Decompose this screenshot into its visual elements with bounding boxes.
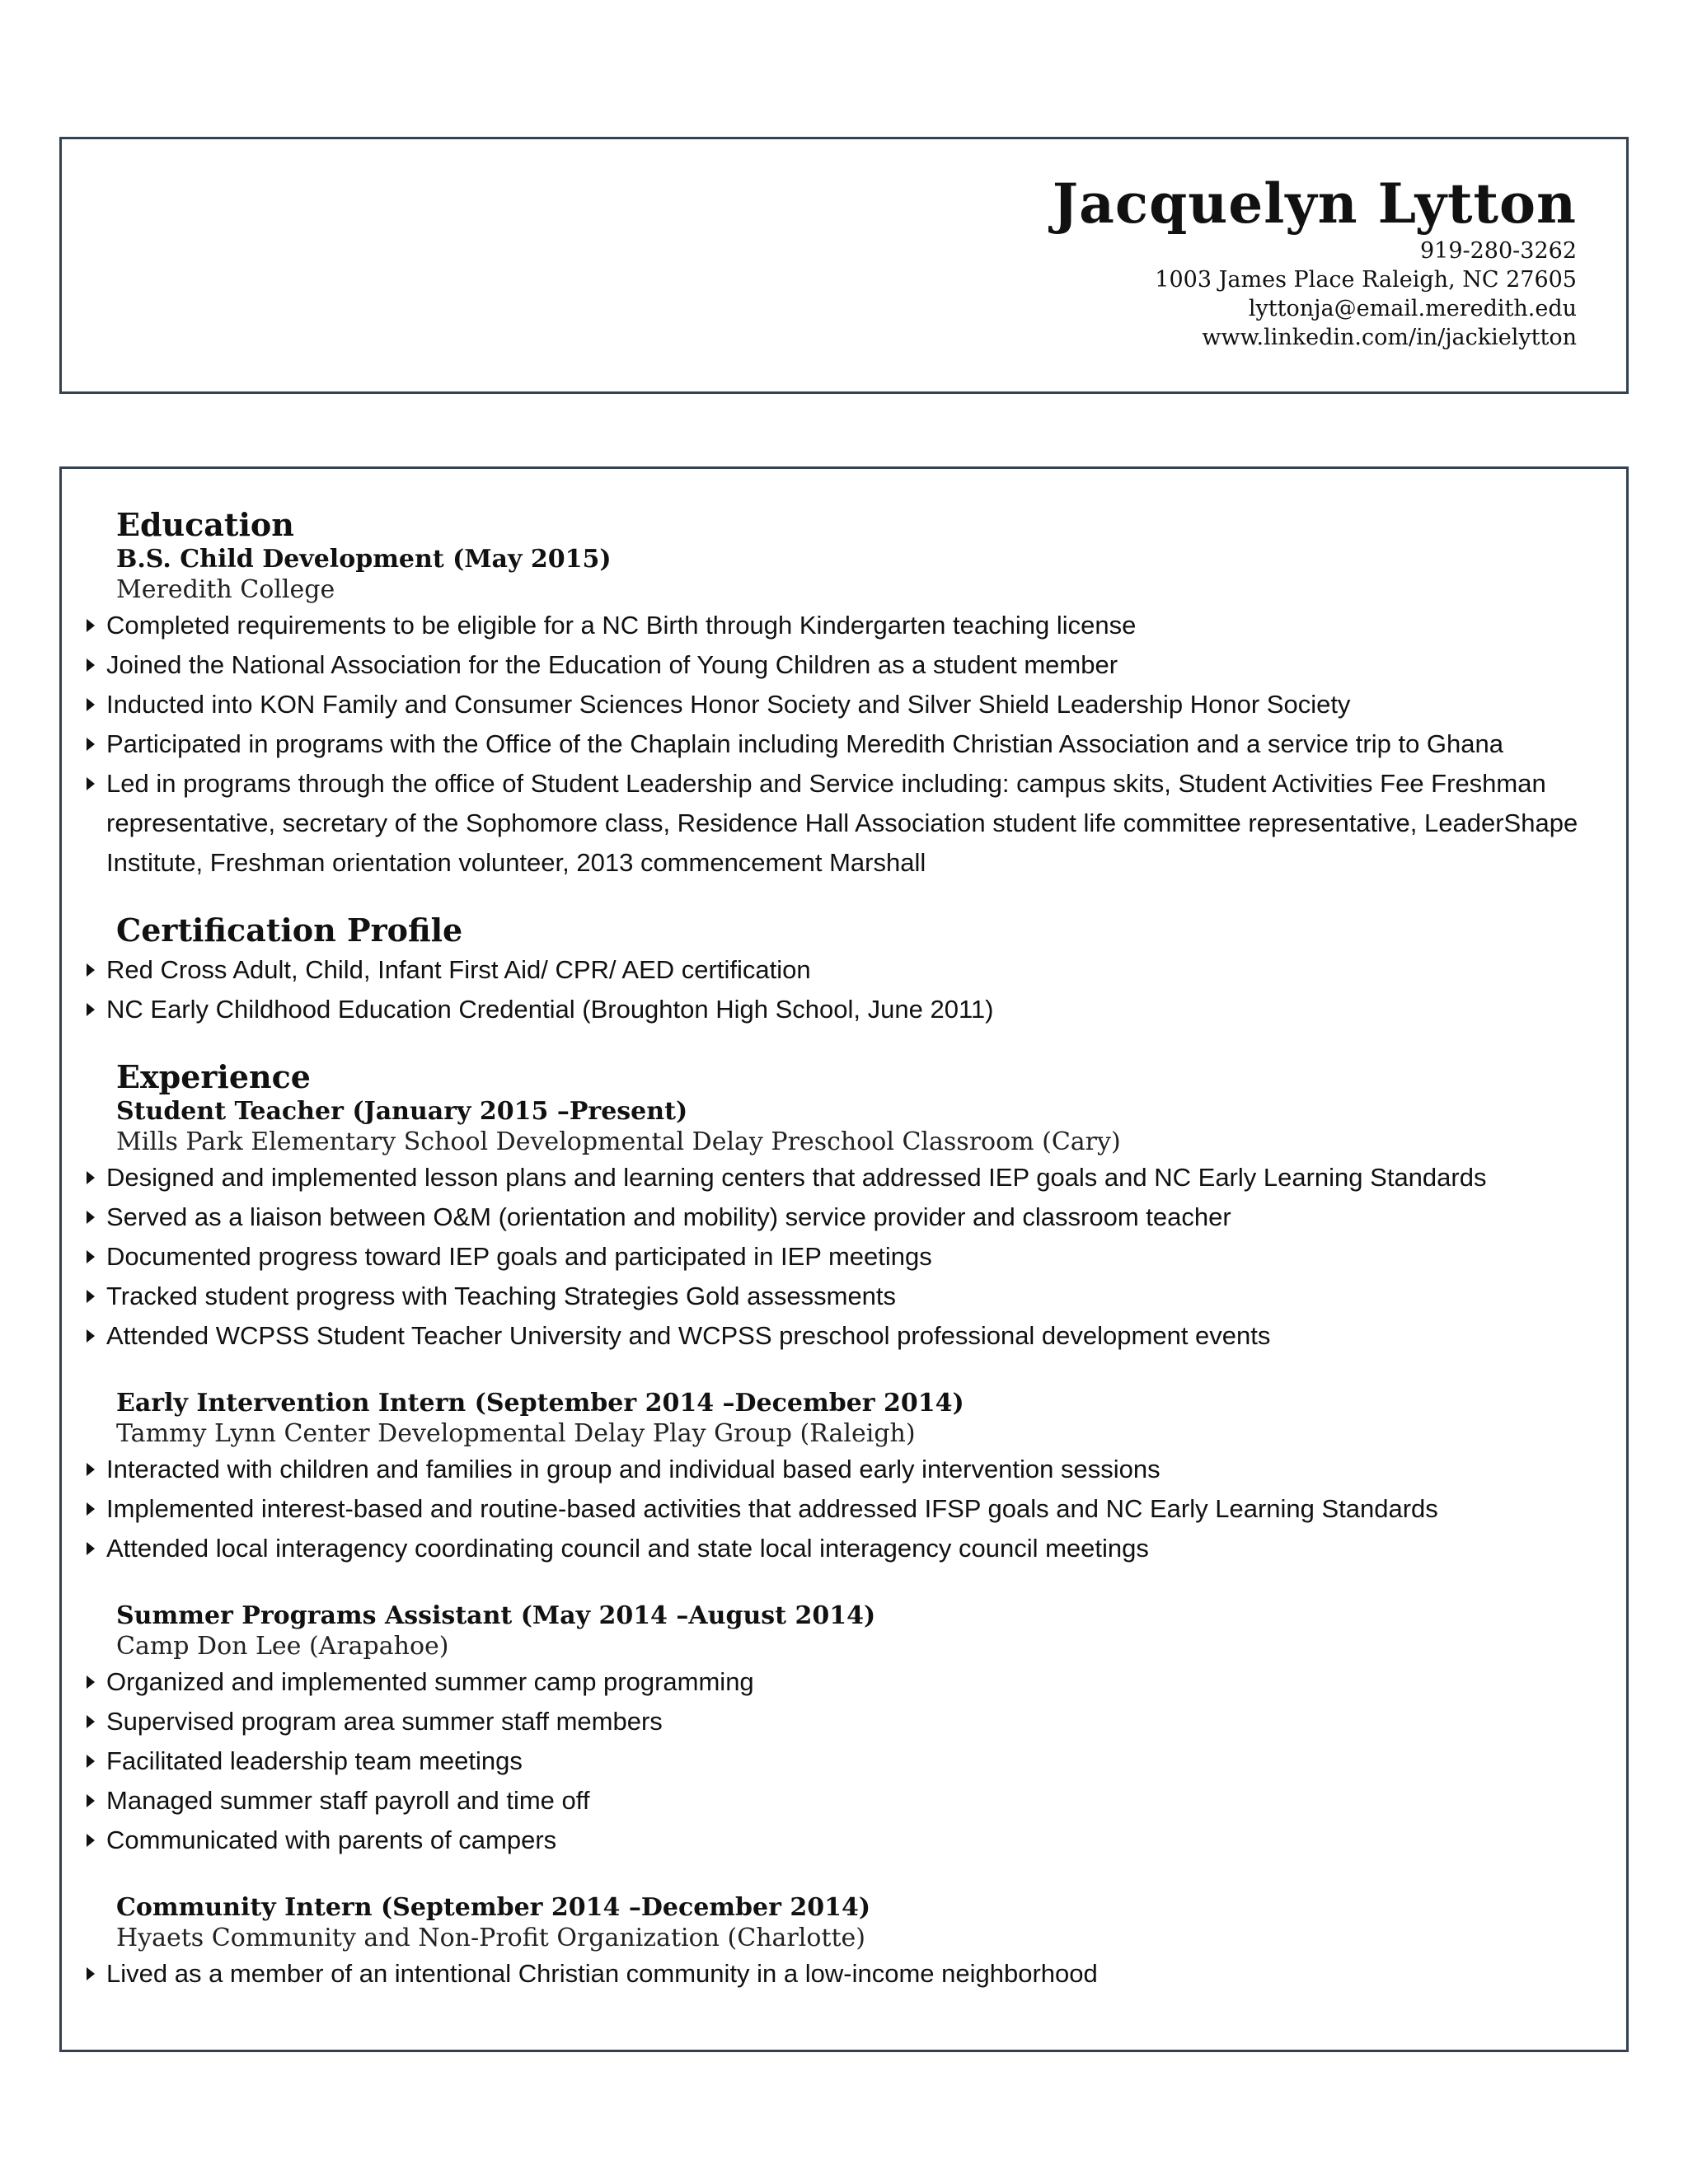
email: lyttonja@email.meredith.edu: [1248, 296, 1577, 321]
job-bullets: [62, 1158, 1626, 1356]
job-title: Early Intervention Intern (September 2014 –December 2014): [116, 1389, 964, 1418]
job-bullets: [62, 1954, 1626, 1994]
certification-section: [62, 911, 1626, 1029]
job-organization: Mills Park Elementary School Developmental Delay Preschool Classroom (Cary): [116, 1127, 1121, 1156]
job-entry: [62, 1893, 1626, 1994]
list-item: Attended WCPSS Student Teacher University and WCPSS preschool professional development events: [62, 1316, 1626, 1356]
phone: 919-280-3262: [1419, 238, 1577, 264]
job-entry: [62, 1097, 1626, 1356]
list-item: Designed and implemented lesson plans and learning centers that addressed IEP goals and NC Early Learning Standards: [62, 1158, 1626, 1197]
list-item: Managed summer staff payroll and time off: [62, 1781, 1626, 1821]
list-item: Inducted into KON Family and Consumer Sciences Honor Society and Silver Shield Leadership Honor Society: [62, 685, 1626, 724]
list-item: Supervised program area summer staff members: [62, 1702, 1626, 1741]
job-organization: Camp Don Lee (Arapahoe): [116, 1632, 449, 1661]
list-item: Facilitated leadership team meetings: [62, 1741, 1626, 1781]
list-item: Communicated with parents of campers: [62, 1821, 1626, 1860]
list-item: NC Early Childhood Education Credential (Broughton High School, June 2011): [62, 990, 1626, 1029]
list-item: Organized and implemented summer camp programming: [62, 1662, 1626, 1702]
experience-section: [62, 1057, 1626, 1994]
list-item: Completed requirements to be eligible for a NC Birth through Kindergarten teaching license: [62, 606, 1626, 645]
degree: B.S. Child Development (May 2015): [116, 545, 612, 574]
job-title: Summer Programs Assistant (May 2014 –August 2014): [116, 1601, 876, 1630]
job-title: Community Intern (September 2014 –December 2014): [116, 1893, 871, 1922]
job-title: Student Teacher (January 2015 –Present): [116, 1097, 688, 1126]
certification-bullets: [62, 950, 1626, 1029]
section-title-certification: Certification Profile: [116, 912, 463, 949]
list-item: Lived as a member of an intentional Christian community in a low-income neighborhood: [62, 1954, 1626, 1994]
linkedin-url: www.linkedin.com/in/jackielytton: [1202, 325, 1577, 350]
section-title-education: Education: [116, 506, 294, 543]
resume-body-box: [59, 466, 1629, 2052]
list-item: Tracked student progress with Teaching Strategies Gold assessments: [62, 1277, 1626, 1316]
job-entry: [62, 1389, 1626, 1568]
header-box: [59, 137, 1629, 394]
address: 1003 James Place Raleigh, NC 27605: [1155, 267, 1577, 293]
list-item: Interacted with children and families in group and individual based early intervention sessions: [62, 1450, 1626, 1489]
list-item: Red Cross Adult, Child, Infant First Aid/ CPR/ AED certification: [62, 950, 1626, 990]
list-item: Implemented interest-based and routine-based activities that addressed IFSP goals and NC Early Learning Standards: [62, 1489, 1626, 1529]
contact-block: [1053, 171, 1577, 352]
education-section: [62, 505, 1626, 883]
list-item: Led in programs through the office of Student Leadership and Service including: campus skits, Student Activities Fee Freshman representative, secretary of the Sophomore class, Residence Hall Association student life committee representative, LeaderShape Institute, Freshman orientation volunteer, 2013 commencement Marshall: [62, 764, 1626, 883]
job-bullets: [62, 1662, 1626, 1860]
job-organization: Hyaets Community and Non-Profit Organization (Charlotte): [116, 1924, 865, 1952]
school-name: Meredith College: [116, 575, 335, 604]
list-item: Participated in programs with the Office of the Chaplain including Meredith Christian Association and a service trip to Ghana: [62, 724, 1626, 764]
list-item: Attended local interagency coordinating council and state local interagency council meetings: [62, 1529, 1626, 1568]
list-item: Served as a liaison between O&M (orientation and mobility) service provider and classroom teacher: [62, 1197, 1626, 1237]
section-title-experience: Experience: [116, 1058, 311, 1095]
list-item: Documented progress toward IEP goals and participated in IEP meetings: [62, 1237, 1626, 1277]
job-organization: Tammy Lynn Center Developmental Delay Play Group (Raleigh): [116, 1419, 916, 1448]
candidate-name: Jacquelyn Lytton: [1052, 171, 1577, 236]
list-item: Joined the National Association for the Education of Young Children as a student member: [62, 645, 1626, 685]
job-entry: [62, 1601, 1626, 1860]
education-bullets: [62, 606, 1626, 883]
job-bullets: [62, 1450, 1626, 1568]
